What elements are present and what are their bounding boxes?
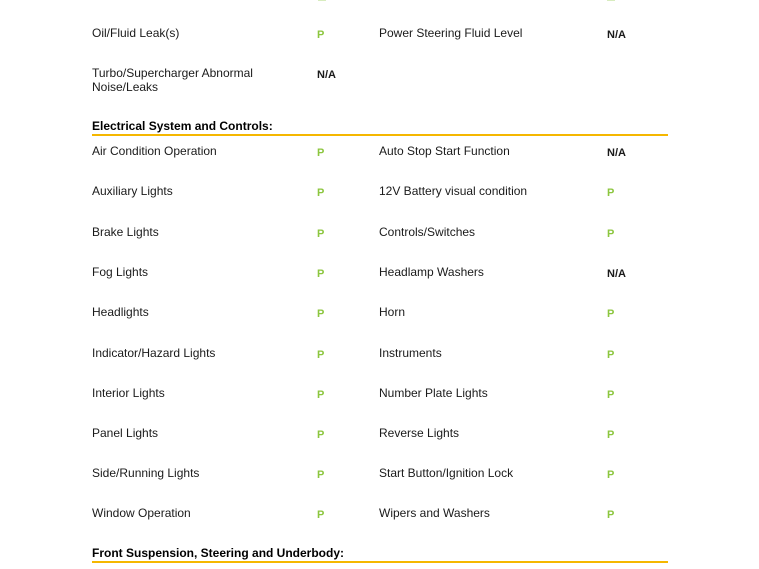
item-label: Wipers and Washers [379,506,490,520]
item-label: Auxiliary Lights [92,184,173,198]
item-label: Auto Stop Start Function [379,144,510,158]
item-status: N/A [607,29,626,41]
item-label: Turbo/Supercharger Abnormal Noise/Leaks [92,66,253,94]
inspection-row [0,184,759,214]
item-status: N/A [607,147,626,159]
item-status: N/A [317,69,336,81]
inspection-row [0,346,759,376]
item-label: Brake Lights [92,225,159,239]
item-status: P [317,349,325,361]
item-label: Window Operation [92,506,191,520]
item-status: P [607,228,615,240]
section-divider [92,134,668,136]
item-label: Headlamp Washers [379,265,484,279]
item-status: P [607,509,615,521]
item-label: Controls/Switches [379,225,476,239]
item-status: P [317,147,325,159]
inspection-row [0,426,759,456]
item-label: Oil/Fluid Leak(s) [92,26,180,40]
item-label: Side/Running Lights [92,466,200,480]
item-label: Indicator/Hazard Lights [92,346,216,360]
item-label: Power Steering Fluid Level [379,26,523,40]
item-status: P [317,268,325,280]
section-header-electrical [92,119,668,136]
inspection-row [0,466,759,496]
inspection-row [0,305,759,335]
item-label: Reverse Lights [379,426,460,440]
cut-off-pass-mark [607,0,615,1]
item-status: P [317,187,325,199]
item-status: P [607,187,615,199]
item-label: Fog Lights [92,265,149,279]
item-status: P [317,389,325,401]
item-label: Start Button/Ignition Lock [379,466,514,480]
item-status: N/A [607,268,626,280]
item-status: P [607,308,615,320]
item-status: P [317,228,325,240]
item-label: Headlights [92,305,149,319]
item-status: P [607,349,615,361]
item-label: Number Plate Lights [379,386,488,400]
inspection-row [0,66,759,98]
section-title: Front Suspension, Steering and Underbody: [92,546,345,560]
item-label: Horn [379,305,406,319]
inspection-row [0,506,759,536]
item-status: P [317,308,325,320]
item-status: P [317,29,325,41]
item-label: Instruments [379,346,442,360]
section-divider [92,561,668,563]
cut-off-pass-mark [318,0,326,1]
item-status: P [317,429,325,441]
item-status: P [607,469,615,481]
item-label: Air Condition Operation [92,144,217,158]
item-label: Interior Lights [92,386,165,400]
item-status: P [317,469,325,481]
inspection-row [0,265,759,295]
inspection-row [0,144,759,174]
item-label: Panel Lights [92,426,159,440]
item-status: P [607,429,615,441]
inspection-row [0,225,759,255]
section-header-front-suspension [92,546,668,563]
item-status: P [607,389,615,401]
inspection-row [0,386,759,416]
inspection-row [0,26,759,56]
item-label: 12V Battery visual condition [379,184,528,198]
item-status: P [317,509,325,521]
section-title: Electrical System and Controls: [92,119,273,133]
